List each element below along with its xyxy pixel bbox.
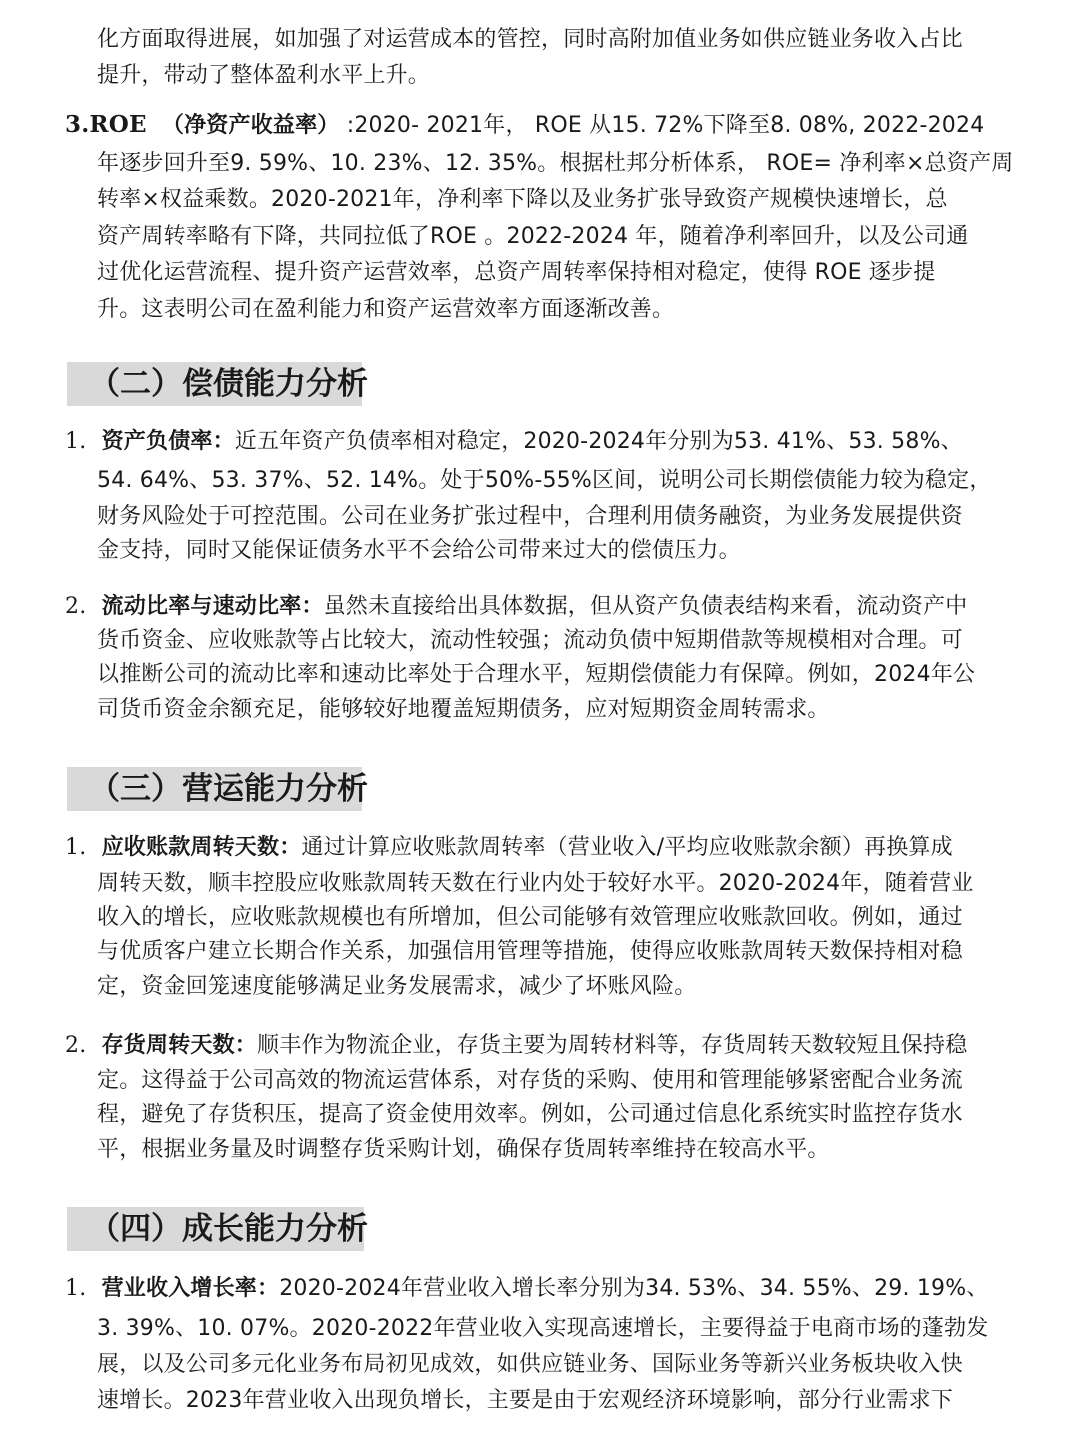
item-label: 流动比率与速动比率：: [101, 594, 324, 619]
roe-line-2: 年逐步回升至9. 59%、10. 23%、12. 35%。根据杜邦分析体系， ROE= 净利率×总资产周: [97, 151, 1014, 176]
operation-item-2-first-line: [65, 1031, 967, 1061]
section-heading-operation-text: （三）营运能力分析: [89, 771, 368, 807]
intro-line-2: 提升，带动了整体盈利水平上升。: [97, 63, 431, 88]
solvency-item-2-line-4: 司货币资金余额充足，能够较好地覆盖短期债务，应对短期资金周转需求。: [97, 697, 830, 722]
item-label: 存货周转天数：: [101, 1033, 257, 1058]
item-text: 虽然未直接给出具体数据，但从资产负债表结构来看，流动资产中: [323, 594, 968, 619]
section-heading-solvency: [67, 362, 368, 406]
item-text: 通过计算应收账款周转率（营业收入/平均应收账款余额）再换算成: [301, 835, 953, 860]
solvency-item-1-line-4: 金支持，同时又能保证债务水平不会给公司带来过大的偿债压力。: [97, 538, 741, 563]
section-heading-operation: [67, 767, 368, 811]
operation-item-2-line-2: 定。这得益于公司高效的物流运营体系，对存货的采购、使用和管理能够紧密配合业务流: [97, 1068, 963, 1093]
solvency-item-2-first-line: [65, 592, 967, 622]
item-number: 1.: [65, 429, 87, 454]
item-text: 2020-2024年营业收入增长率分别为34. 53%、34. 55%、29. 19%、: [279, 1276, 989, 1301]
roe-line-4: 资产周转率略有下降，共同拉低了ROE 。2022-2024 年，随着净利率回升，以及公司通: [97, 224, 969, 249]
operation-item-1-first-line: [65, 833, 953, 863]
item-label: 应收账款周转天数：: [101, 835, 302, 860]
growth-item-1-line-4: 速增长。2023年营业收入出现负增长，主要是由于宏观经济环境影响，部分行业需求下: [97, 1388, 953, 1413]
section-heading-growth: [67, 1207, 368, 1251]
operation-item-1-line-3: 收入的增长，应收账款规模也有所增加，但公司能够有效管理应收账款回收。例如，通过: [97, 905, 963, 930]
item-number: 2.: [65, 594, 87, 619]
item-number: 1.: [65, 1276, 87, 1301]
roe-title: （净资产收益率）: [161, 113, 340, 138]
operation-item-1-line-5: 定，资金回笼速度能够满足业务发展需求，减少了坏账风险。: [97, 974, 697, 999]
roe-line-6: 升。这表明公司在盈利能力和资产运营效率方面逐渐改善。: [97, 297, 675, 322]
roe-line-5: 过优化运营流程、提升资产运营效率，总资产周转率保持相对稳定，使得 ROE 逐步提: [97, 260, 936, 285]
solvency-item-2-line-3: 以推断公司的流动比率和速动比率处于合理水平，短期偿债能力有保障。例如，2024年公: [97, 662, 976, 687]
growth-item-1-first-line: [65, 1274, 989, 1304]
section-heading-solvency-text: （二）偿债能力分析: [89, 366, 368, 402]
operation-item-2-line-4: 平，根据业务量及时调整存货采购计划，确保存货周转率维持在较高水平。: [97, 1137, 830, 1162]
item-number: 2.: [65, 1033, 87, 1058]
solvency-item-1-line-3: 财务风险处于可控范围。公司在业务扩张过程中，合理利用债务融资，为业务发展提供资: [97, 504, 963, 529]
item-text: 顺丰作为物流企业，存货主要为周转材料等，存货周转天数较短且保持稳: [257, 1033, 968, 1058]
intro-line-1: 化方面取得进展，如加强了对运营成本的管控，同时高附加值业务如供应链业务收入占比: [97, 27, 963, 52]
item-label: 资产负债率：: [101, 429, 235, 454]
solvency-item-2-line-2: 货币资金、应收账款等占比较大，流动性较强；流动负债中短期借款等规模相对合理。可: [97, 628, 963, 653]
section-heading-growth-text: （四）成长能力分析: [89, 1211, 368, 1247]
growth-item-1-line-2: 3. 39%、10. 07%。2020-2022年营业收入实现高速增长，主要得益于电商市场的蓬勃发: [97, 1316, 989, 1341]
roe-label: 3.ROE: [65, 111, 147, 138]
roe-line-3: 转率×权益乘数。2020-2021年，净利率下降以及业务扩张导致资产规模快速增长，总: [97, 187, 948, 212]
roe-line-1: :2020- 2021年， ROE 从15. 72%下降至8. 08%, 2022-2024: [346, 113, 985, 138]
operation-item-1-line-2: 周转天数，顺丰控股应收账款周转天数在行业内处于较好水平。2020-2024年，随着营业: [97, 871, 974, 896]
item-number: 1.: [65, 835, 87, 860]
item-label: 营业收入增长率：: [101, 1276, 280, 1301]
operation-item-1-line-4: 与优质客户建立长期合作关系，加强信用管理等措施，使得应收账款周转天数保持相对稳: [97, 939, 963, 964]
item-text: 近五年资产负债率相对稳定，2020-2024年分别为53. 41%、53. 58%、: [234, 429, 963, 454]
growth-item-1-line-3: 展，以及公司多元化业务布局初见成效，如供应链业务、国际业务等新兴业务板块收入快: [97, 1352, 963, 1377]
solvency-item-1-line-2: 54. 64%、53. 37%、52. 14%。处于50%-55%区间，说明公司长期偿债能力较为稳定，: [97, 468, 992, 493]
solvency-item-1-first-line: [65, 427, 963, 457]
operation-item-2-line-3: 程，避免了存货积压，提高了资金使用效率。例如，公司通过信息化系统实时监控存货水: [97, 1102, 963, 1127]
roe-first-line: [65, 110, 984, 140]
